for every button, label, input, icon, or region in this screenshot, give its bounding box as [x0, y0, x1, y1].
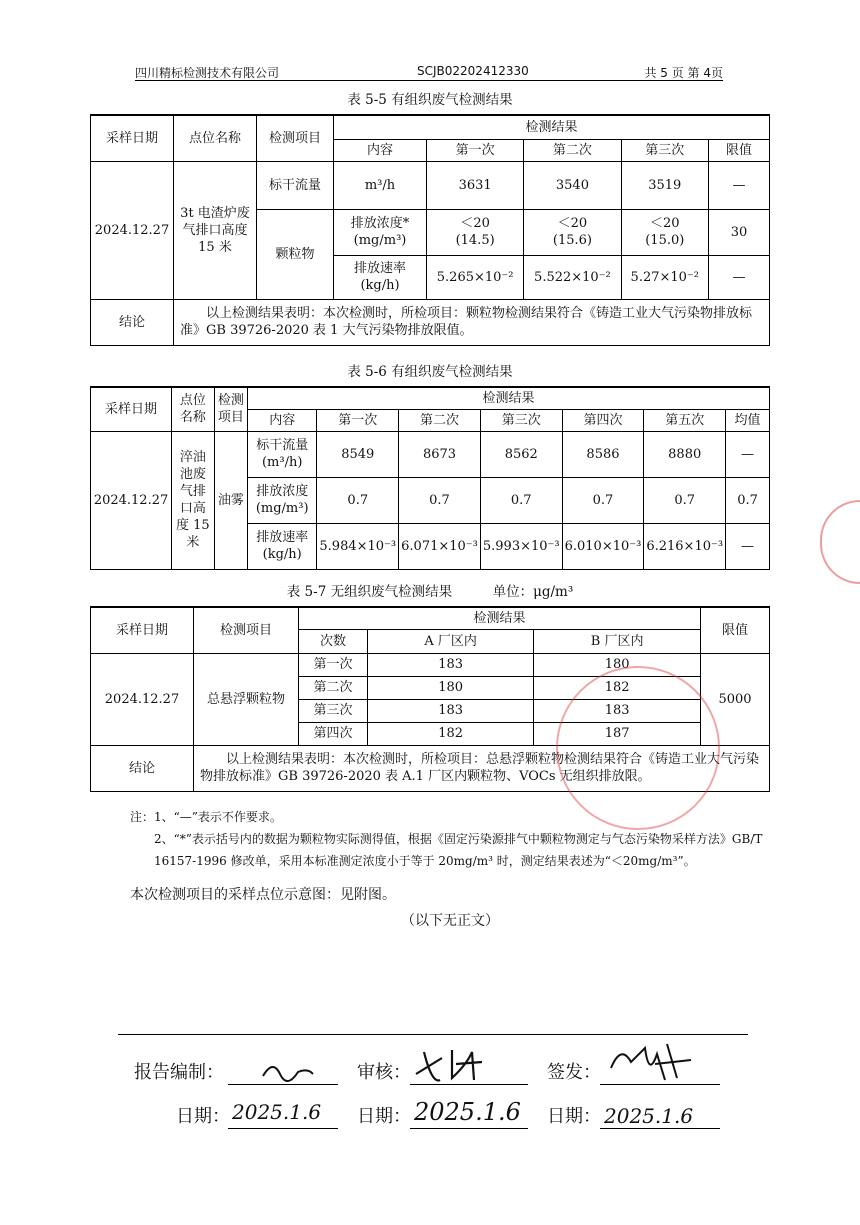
table-row: 第一次: [299, 653, 368, 676]
zone-a-run4: 182: [368, 722, 534, 745]
flow-limit: —: [709, 161, 770, 209]
rate-run3: 5.993×10⁻³: [480, 523, 562, 569]
sample-point: 3t 电渣炉废气排口高度 15 米: [174, 161, 257, 299]
company-name: 四川精标检测技术有限公司: [135, 66, 280, 80]
note-end: （以下无正文）: [401, 913, 499, 929]
date-label-3: 日期：: [547, 1106, 601, 1127]
rate-run2: 5.522×10⁻²: [524, 255, 621, 299]
rate-run4: 6.010×10⁻³: [562, 523, 644, 569]
header-limit: 限值: [701, 607, 770, 653]
rate-unit: (kg/h): [360, 278, 400, 293]
rate-run1: 5.265×10⁻²: [427, 255, 524, 299]
date-value-2: 2025.1.6: [414, 1098, 521, 1126]
rate-label: [334, 255, 427, 299]
sample-date: 2024.12.27: [91, 161, 174, 299]
rate-run1: 5.984×10⁻³: [317, 523, 399, 569]
flow-avg: —: [726, 431, 770, 477]
zone-b-run3: 183: [534, 699, 701, 722]
conc-run3-value: ＜20: [650, 216, 680, 231]
conc-avg: 0.7: [726, 477, 770, 523]
flow-run2: 3540: [524, 161, 621, 209]
date-value-3: 2025.1.6: [604, 1104, 694, 1128]
date-label-1: 日期：: [176, 1106, 230, 1127]
conc-run1: [427, 209, 524, 255]
zone-b-run2: 182: [534, 676, 701, 699]
zone-a-run1: 183: [368, 653, 534, 676]
issued-label: 签发：: [547, 1062, 601, 1083]
rate-avg: —: [726, 523, 770, 569]
compiled-signature: [258, 1054, 318, 1090]
table-5-6: [90, 386, 770, 570]
reviewed-signature: [412, 1044, 492, 1092]
conc-run4: 0.7: [562, 477, 644, 523]
table-5-5-caption: 表 5-5 有组织废气检测结果: [347, 92, 513, 108]
header-run2: 第二次: [524, 139, 621, 161]
conc-label: [334, 209, 427, 255]
date-line-1: [228, 1128, 338, 1129]
note-sampling-points: 本次检测项目的采样点位示意图：见附图。: [130, 887, 396, 903]
sample-point: 淬油池废气排口高度 15 米: [172, 431, 215, 569]
rate-label: 排放速率(kg/h): [247, 523, 316, 569]
table-5-7-caption: 表 5-7 无组织废气检测结果 单位：μg/m³: [286, 584, 574, 600]
item-flow: 标干流量: [257, 161, 334, 209]
header-result: 检测结果: [247, 387, 769, 409]
flow-run5: 8880: [644, 431, 726, 477]
issued-signature: [605, 1038, 695, 1092]
flow-run1: 3631: [427, 161, 524, 209]
report-number: SCJB02202412330: [417, 64, 529, 78]
conc-label-text: 排放浓度*: [350, 216, 410, 231]
zone-b-run1: 180: [534, 653, 701, 676]
header-date: 采样日期: [91, 607, 194, 653]
sample-date: 2024.12.27: [91, 431, 172, 569]
reviewed-label: 审核：: [357, 1062, 411, 1083]
item-oil-mist: 油雾: [214, 431, 247, 569]
conclusion-label: 结论: [91, 745, 194, 791]
conc-run1-value: ＜20: [460, 216, 490, 231]
note-2: 2、“*”表示括号内的数据为颗粒物实际测得值，根据《固定污染源排气中颗粒物测定与气态污染物采样方法》GB/T 16157-1996 修改单，采用本标准测定浓度小于等于 20mg/m³ 时，测定结果表述为“＜20mg/m³”。: [154, 832, 763, 868]
header-avg: 均值: [726, 409, 770, 431]
conclusion-text: 以上检测结果表明：本次检测时，所检项目：颗粒物检测结果符合《铸造工业大气污染物排放标准》GB 39726-2020 表 1 大气污染物排放限值。: [174, 299, 770, 345]
header-zone-b: B 厂区内: [534, 629, 701, 653]
note-1: 注：1、“—”表示不作要求。: [130, 810, 282, 824]
header-date: 采样日期: [91, 387, 172, 431]
header-date: 采样日期: [91, 115, 174, 161]
flow-unit: m³/h: [334, 161, 427, 209]
table-5-6-caption: 表 5-6 有组织废气检测结果: [347, 364, 513, 380]
conclusion-text: 以上检测结果表明：本次检测时，所检项目：总悬浮颗粒物检测结果符合《铸造工业大气污染物排放标准》GB 39726-2020 表 A.1 厂区内颗粒物、VOCs 无组织排放限。: [194, 745, 770, 791]
company-seal: [556, 666, 720, 830]
header-run1: 第一次: [317, 409, 399, 431]
header-content: 内容: [247, 409, 316, 431]
item-tsp: 总悬浮颗粒物: [194, 653, 299, 745]
header-item: 检测项目: [214, 387, 247, 431]
conclusion-label: 结论: [91, 299, 174, 345]
rate-run2: 6.071×10⁻³: [399, 523, 481, 569]
signature-divider: [118, 1034, 748, 1035]
flow-run2: 8673: [399, 431, 481, 477]
header-run4: 第四次: [562, 409, 644, 431]
zone-a-run3: 183: [368, 699, 534, 722]
header-point: 点位名称: [172, 387, 215, 431]
conc-run1: 0.7: [317, 477, 399, 523]
flow-label: 标干流量(m³/h): [247, 431, 316, 477]
date-line-2: [410, 1128, 528, 1129]
header-run3: 第三次: [480, 409, 562, 431]
header-run3: 第三次: [621, 139, 708, 161]
conc-run2-value: ＜20: [557, 216, 588, 231]
table-row: 第二次: [299, 676, 368, 699]
flow-run3: 3519: [621, 161, 708, 209]
conc-unit: (mg/m³): [353, 233, 407, 248]
flow-run3: 8562: [480, 431, 562, 477]
side-seal: [820, 500, 860, 584]
conc-run3-actual: (15.0): [645, 233, 685, 248]
rate-limit: —: [709, 255, 770, 299]
conc-run5: 0.7: [644, 477, 726, 523]
limit-value: 5000: [701, 653, 770, 745]
header-zone-a: A 厂区内: [368, 629, 534, 653]
rate-run3: 5.27×10⁻²: [621, 255, 708, 299]
notes: [130, 806, 770, 932]
header-run5: 第五次: [644, 409, 726, 431]
conc-run3: 0.7: [480, 477, 562, 523]
header-times: 次数: [299, 629, 368, 653]
header-limit: 限值: [709, 139, 770, 161]
header-result: 检测结果: [299, 607, 701, 629]
zone-a-run2: 180: [368, 676, 534, 699]
conc-label: 排放浓度(mg/m³): [247, 477, 316, 523]
header-point: 点位名称: [174, 115, 257, 161]
flow-run1: 8549: [317, 431, 399, 477]
header-item: 检测项目: [257, 115, 334, 161]
page-header: [135, 62, 723, 81]
conc-limit: 30: [709, 209, 770, 255]
table-5-5: [90, 114, 770, 346]
conc-run2-actual: (15.6): [552, 233, 592, 248]
conc-run2: [524, 209, 621, 255]
conc-run2: 0.7: [399, 477, 481, 523]
table-row: 第三次: [299, 699, 368, 722]
conc-run1-actual: (14.5): [455, 233, 495, 248]
compiled-label: 报告编制：: [134, 1062, 224, 1083]
rate-label-text: 排放速率: [353, 261, 406, 276]
header-run2: 第二次: [399, 409, 481, 431]
date-value-1: 2025.1.6: [232, 1100, 322, 1124]
zone-b-run4: 187: [534, 722, 701, 745]
item-particulate: 颗粒物: [257, 209, 334, 299]
sample-date: 2024.12.27: [91, 653, 194, 745]
table-row: 第四次: [299, 722, 368, 745]
conc-run3: [621, 209, 708, 255]
date-label-2: 日期：: [357, 1106, 411, 1127]
rate-run5: 6.216×10⁻³: [644, 523, 726, 569]
page-number: 共 5 页 第 4页: [644, 66, 723, 80]
flow-run4: 8586: [562, 431, 644, 477]
header-content: 内容: [334, 139, 427, 161]
header-result: 检测结果: [334, 115, 770, 139]
header-item: 检测项目: [194, 607, 299, 653]
date-line-3: [600, 1128, 720, 1129]
header-run1: 第一次: [427, 139, 524, 161]
